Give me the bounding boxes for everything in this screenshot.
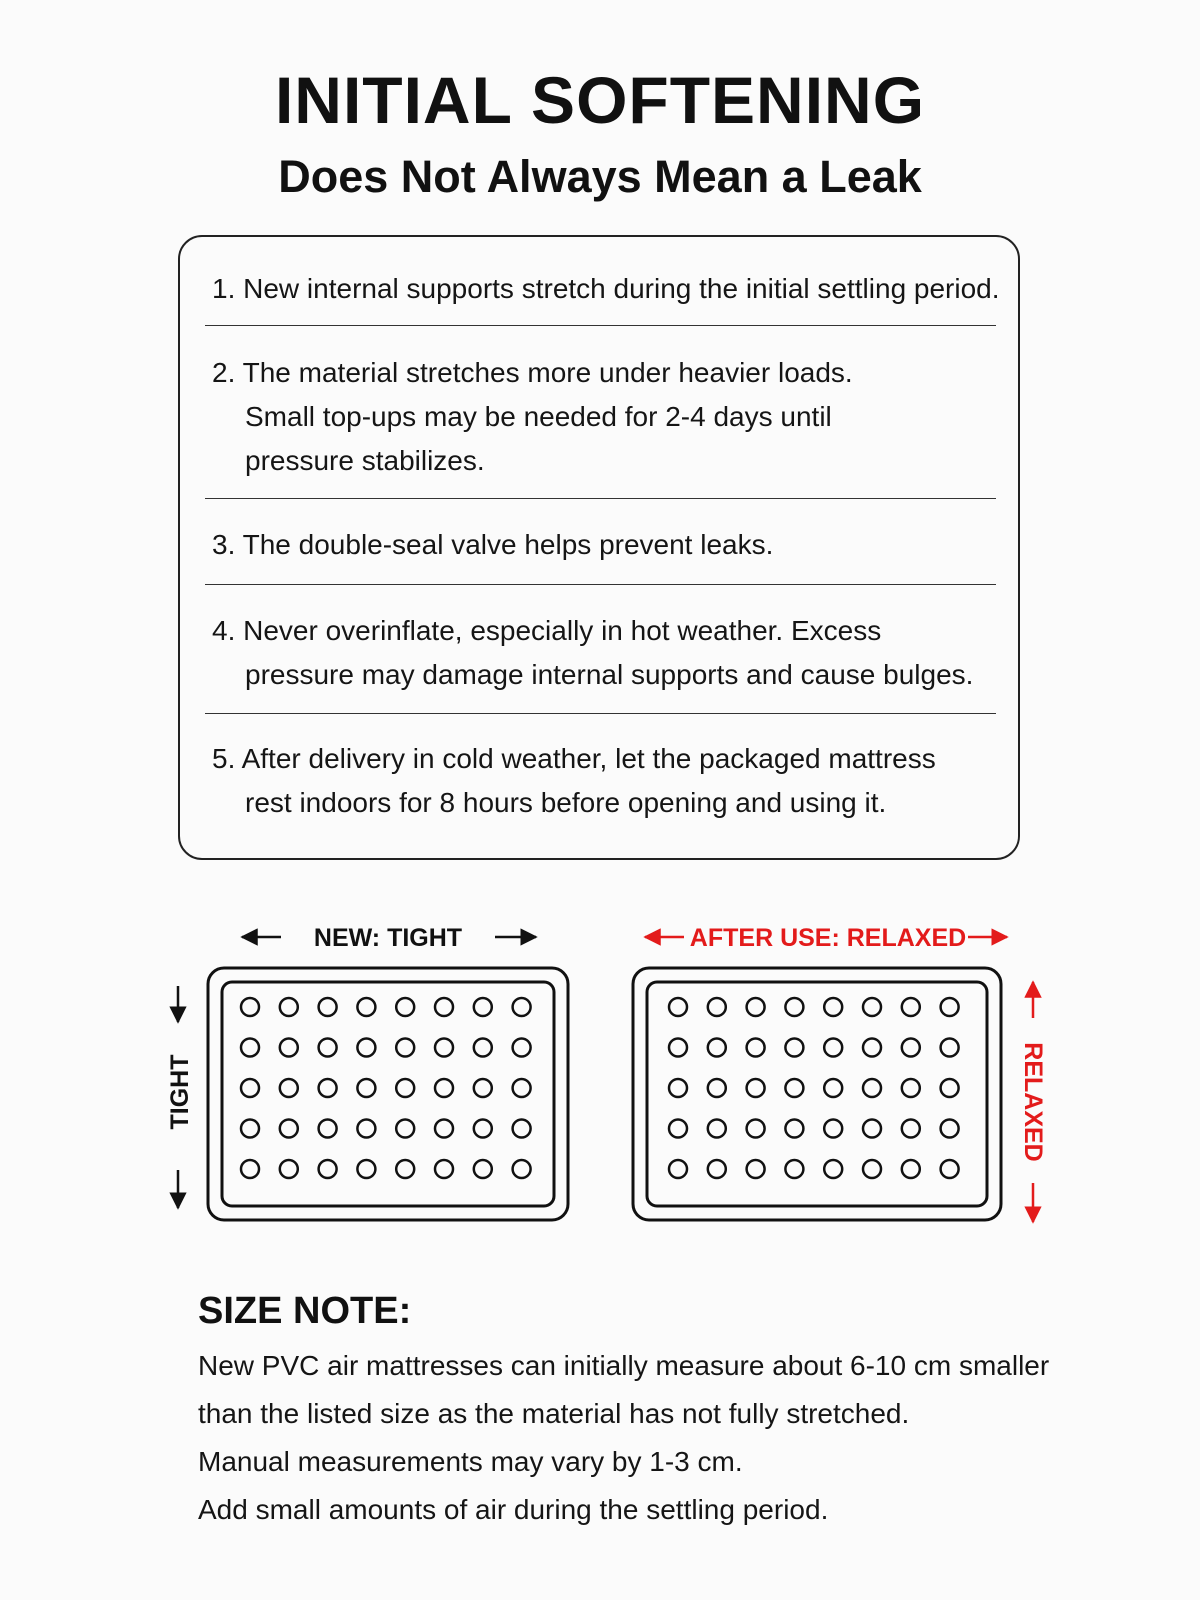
air-coil-dot	[747, 1160, 765, 1178]
tight-side-label: TIGHT	[166, 1054, 194, 1130]
air-coil-dot	[669, 998, 687, 1016]
air-coil-dot	[396, 1039, 414, 1057]
air-coil-dot	[241, 1039, 259, 1057]
air-coil-dot	[280, 1120, 298, 1138]
air-coil-dot	[241, 1079, 259, 1097]
info-item-5-line-2: rest indoors for 8 hours before opening and using it.	[245, 787, 887, 818]
air-coil-dot	[824, 1120, 842, 1138]
air-coil-dot	[941, 1160, 959, 1178]
air-coil-dot	[357, 1039, 375, 1057]
air-coil-dot	[902, 1120, 920, 1138]
air-coil-dot	[474, 998, 492, 1016]
air-coil-dot	[902, 998, 920, 1016]
air-coil-dot	[863, 1120, 881, 1138]
air-coil-dot	[708, 1079, 726, 1097]
air-coil-dot	[941, 1120, 959, 1138]
air-coil-dot	[474, 1160, 492, 1178]
air-coil-dot	[357, 1120, 375, 1138]
air-coil-dot	[319, 998, 337, 1016]
air-coil-dot	[824, 1039, 842, 1057]
air-coil-dot	[435, 1120, 453, 1138]
air-coil-dot	[474, 1039, 492, 1057]
page-subtitle: Does Not Always Mean a Leak	[278, 151, 922, 202]
info-item-4-line-1: 4. Never overinflate, especially in hot weather. Excess	[212, 615, 882, 646]
air-coil-dot	[785, 998, 803, 1016]
air-coil-dot	[863, 1160, 881, 1178]
size-note-line-1: New PVC air mattresses can initially measure about 6-10 cm smaller	[198, 1350, 1050, 1381]
air-coil-dot	[319, 1079, 337, 1097]
air-coil-dot	[513, 1039, 531, 1057]
info-item-2-line-3: pressure stabilizes.	[245, 445, 485, 476]
air-coil-dot	[319, 1120, 337, 1138]
new-tight-label: NEW: TIGHT	[313, 924, 463, 952]
relaxed-mattress-dot-grid	[669, 998, 959, 1178]
air-coil-dot	[357, 1160, 375, 1178]
air-coil-dot	[708, 1039, 726, 1057]
air-coil-dot	[319, 1039, 337, 1057]
air-coil-dot	[396, 998, 414, 1016]
air-coil-dot	[396, 1079, 414, 1097]
air-coil-dot	[280, 1079, 298, 1097]
air-coil-dot	[435, 1039, 453, 1057]
air-coil-dot	[863, 1079, 881, 1097]
air-coil-dot	[708, 1120, 726, 1138]
air-coil-dot	[435, 1160, 453, 1178]
air-coil-dot	[747, 998, 765, 1016]
air-coil-dot	[824, 998, 842, 1016]
air-coil-dot	[669, 1079, 687, 1097]
air-coil-dot	[513, 1120, 531, 1138]
air-coil-dot	[824, 1160, 842, 1178]
size-note-line-4: Add small amounts of air during the settling period.	[198, 1494, 829, 1525]
air-coil-dot	[280, 1039, 298, 1057]
info-item-4-line-2: pressure may damage internal supports and cause bulges.	[245, 659, 974, 690]
relaxed-mattress-inner	[647, 982, 987, 1206]
new-mattress-dot-grid	[241, 998, 531, 1178]
air-coil-dot	[435, 998, 453, 1016]
air-coil-dot	[824, 1079, 842, 1097]
air-coil-dot	[280, 1160, 298, 1178]
page-title: INITIAL SOFTENING	[274, 63, 926, 137]
air-coil-dot	[669, 1160, 687, 1178]
air-coil-dot	[785, 1120, 803, 1138]
air-coil-dot	[513, 998, 531, 1016]
air-coil-dot	[357, 998, 375, 1016]
air-coil-dot	[319, 1160, 337, 1178]
relaxed-side-label: RELAXED	[1019, 1042, 1047, 1162]
after-use-label: AFTER USE: RELAXED	[689, 924, 967, 952]
new-mattress-inner	[222, 982, 554, 1206]
air-coil-dot	[863, 998, 881, 1016]
air-coil-dot	[941, 1039, 959, 1057]
air-coil-dot	[241, 1160, 259, 1178]
size-note-line-3: Manual measurements may vary by 1-3 cm.	[198, 1446, 743, 1477]
relaxed-mattress-outer	[633, 968, 1001, 1220]
air-coil-dot	[747, 1039, 765, 1057]
info-item-5-line-1: 5. After delivery in cold weather, let the packaged mattress	[212, 743, 936, 774]
air-coil-dot	[241, 1120, 259, 1138]
air-coil-dot	[513, 1160, 531, 1178]
air-coil-dot	[941, 998, 959, 1016]
air-coil-dot	[435, 1079, 453, 1097]
air-coil-dot	[474, 1079, 492, 1097]
air-coil-dot	[396, 1160, 414, 1178]
air-coil-dot	[747, 1079, 765, 1097]
air-coil-dot	[513, 1079, 531, 1097]
air-coil-dot	[902, 1079, 920, 1097]
air-coil-dot	[902, 1039, 920, 1057]
air-coil-dot	[669, 1120, 687, 1138]
air-coil-dot	[357, 1079, 375, 1097]
size-note-heading: SIZE NOTE:	[198, 1290, 412, 1332]
info-item-2-line-1: 2. The material stretches more under heavier loads.	[212, 357, 853, 388]
air-coil-dot	[747, 1120, 765, 1138]
size-note-line-2: than the listed size as the material has not fully stretched.	[198, 1398, 910, 1429]
air-coil-dot	[241, 998, 259, 1016]
air-coil-dot	[474, 1120, 492, 1138]
air-coil-dot	[708, 1160, 726, 1178]
air-coil-dot	[280, 998, 298, 1016]
air-coil-dot	[708, 998, 726, 1016]
info-item-3-line-1: 3. The double-seal valve helps prevent leaks.	[212, 529, 774, 560]
air-coil-dot	[396, 1120, 414, 1138]
info-item-2-line-2: Small top-ups may be needed for 2-4 days until	[245, 401, 832, 432]
air-coil-dot	[785, 1039, 803, 1057]
air-coil-dot	[863, 1039, 881, 1057]
air-coil-dot	[785, 1079, 803, 1097]
air-coil-dot	[785, 1160, 803, 1178]
air-coil-dot	[669, 1039, 687, 1057]
info-item-1-line-1: 1. New internal supports stretch during the initial settling period.	[212, 273, 1000, 304]
air-coil-dot	[902, 1160, 920, 1178]
air-coil-dot	[941, 1079, 959, 1097]
